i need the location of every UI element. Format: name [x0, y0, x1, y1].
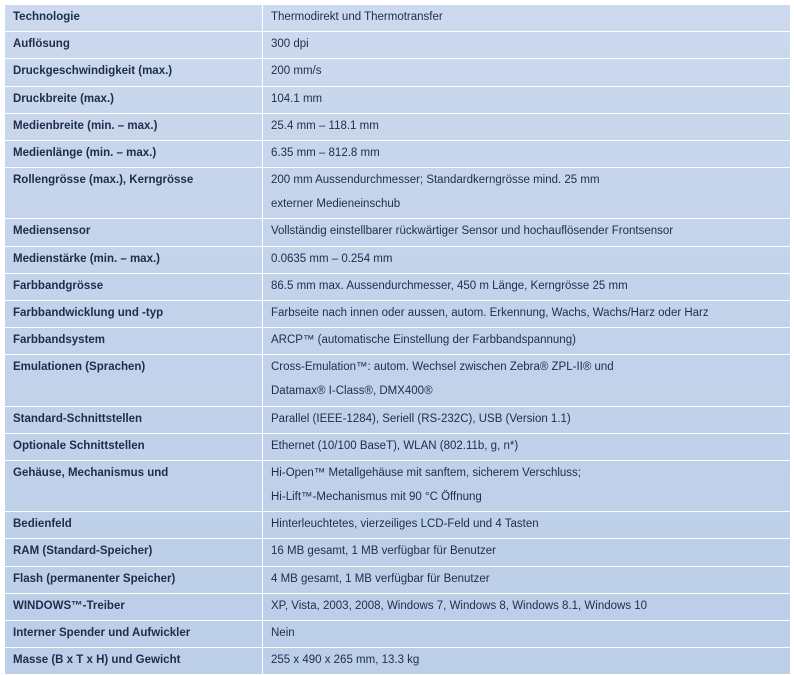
table-row: [5, 5, 791, 32]
spec-value-line2: externer Medieneinschub: [271, 198, 401, 211]
spec-value: ARCP™ (automatische Einstellung der Farbbandspannung): [263, 328, 791, 355]
spec-value-line1: 200 mm Aussendurchmesser; Standardkerngrösse mind. 25 mm: [271, 174, 600, 187]
spec-label: Farbbandsystem: [5, 328, 263, 355]
spec-value: [263, 355, 791, 406]
spec-label: Druckbreite (max.): [5, 86, 263, 113]
spec-label: Medienstärke (min. – max.): [5, 246, 263, 273]
table-row: [5, 86, 791, 113]
table-row: [5, 512, 791, 539]
table-row: [5, 406, 791, 433]
table-row: [5, 539, 791, 566]
table-row: [5, 460, 791, 511]
spec-label: Masse (B x T x H) und Gewicht: [5, 648, 263, 675]
table-row: [5, 168, 791, 219]
spec-label: Mediensensor: [5, 219, 263, 246]
spec-value: [263, 168, 791, 219]
spec-value: 200 mm/s: [263, 59, 791, 86]
spec-value: 300 dpi: [263, 32, 791, 59]
spec-value-line2: Hi-Lift™-Mechanismus mit 90 °C Öffnung: [271, 491, 482, 504]
spec-value: Farbseite nach innen oder aussen, autom. Erkennung, Wachs, Wachs/Harz oder Harz: [263, 300, 791, 327]
spec-label: Flash (permanenter Speicher): [5, 566, 263, 593]
spec-value: [263, 460, 791, 511]
table-row: [5, 300, 791, 327]
spec-label: Emulationen (Sprachen): [5, 355, 263, 406]
spec-label: Bedienfeld: [5, 512, 263, 539]
table-row: [5, 566, 791, 593]
spec-value: XP, Vista, 2003, 2008, Windows 7, Windows 8, Windows 8.1, Windows 10: [263, 593, 791, 620]
table-row: [5, 433, 791, 460]
spec-label: Rollengrösse (max.), Kerngrösse: [5, 168, 263, 219]
table-row: [5, 620, 791, 647]
table-row: [5, 273, 791, 300]
spec-value: 25.4 mm – 118.1 mm: [263, 113, 791, 140]
specifications-table: [4, 4, 791, 675]
spec-value: Nein: [263, 620, 791, 647]
table-body: [5, 5, 791, 675]
spec-label: Farbbandgrösse: [5, 273, 263, 300]
spec-value-line1: Hi-Open™ Metallgehäuse mit sanftem, sicherem Verschluss;: [271, 466, 581, 479]
table-row: [5, 59, 791, 86]
spec-value: Ethernet (10/100 BaseT), WLAN (802.11b, g, n*): [263, 433, 791, 460]
spec-value: 4 MB gesamt, 1 MB verfügbar für Benutzer: [263, 566, 791, 593]
spec-value: 6.35 mm – 812.8 mm: [263, 140, 791, 167]
spec-label: Druckgeschwindigkeit (max.): [5, 59, 263, 86]
spec-label: Standard-Schnittstellen: [5, 406, 263, 433]
table-row: [5, 113, 791, 140]
spec-value: 16 MB gesamt, 1 MB verfügbar für Benutzer: [263, 539, 791, 566]
spec-value: 104.1 mm: [263, 86, 791, 113]
spec-label: Interner Spender und Aufwickler: [5, 620, 263, 647]
spec-value: 255 x 490 x 265 mm, 13.3 kg: [263, 648, 791, 675]
spec-label: Optionale Schnittstellen: [5, 433, 263, 460]
table-row: [5, 219, 791, 246]
spec-label: Technologie: [5, 5, 263, 32]
spec-value: Thermodirekt und Thermotransfer: [263, 5, 791, 32]
spec-label: Gehäuse, Mechanismus und: [5, 460, 263, 511]
spec-label: Medienlänge (min. – max.): [5, 140, 263, 167]
spec-value: Hinterleuchtetes, vierzeiliges LCD-Feld und 4 Tasten: [263, 512, 791, 539]
spec-label: WINDOWS™-Treiber: [5, 593, 263, 620]
table-row: [5, 140, 791, 167]
table-row: [5, 246, 791, 273]
spec-value: 0.0635 mm – 0.254 mm: [263, 246, 791, 273]
spec-value-line1: Cross-Emulation™: autom. Wechsel zwischen Zebra® ZPL-II® und: [271, 361, 614, 374]
spec-value: Vollständig einstellbarer rückwärtiger Sensor und hochauflösender Frontsensor: [263, 219, 791, 246]
spec-value: 86.5 mm max. Aussendurchmesser, 450 m Länge, Kerngrösse 25 mm: [263, 273, 791, 300]
table-row: [5, 328, 791, 355]
table-row: [5, 593, 791, 620]
spec-label: Farbbandwicklung und -typ: [5, 300, 263, 327]
spec-label: RAM (Standard-Speicher): [5, 539, 263, 566]
spec-value-line2: Datamax® I-Class®, DMX400®: [271, 385, 433, 398]
table-row: [5, 355, 791, 406]
table-row: [5, 648, 791, 675]
spec-value: Parallel (IEEE-1284), Seriell (RS-232C), USB (Version 1.1): [263, 406, 791, 433]
spec-label: Medienbreite (min. – max.): [5, 113, 263, 140]
spec-label: Auflösung: [5, 32, 263, 59]
table-row: [5, 32, 791, 59]
